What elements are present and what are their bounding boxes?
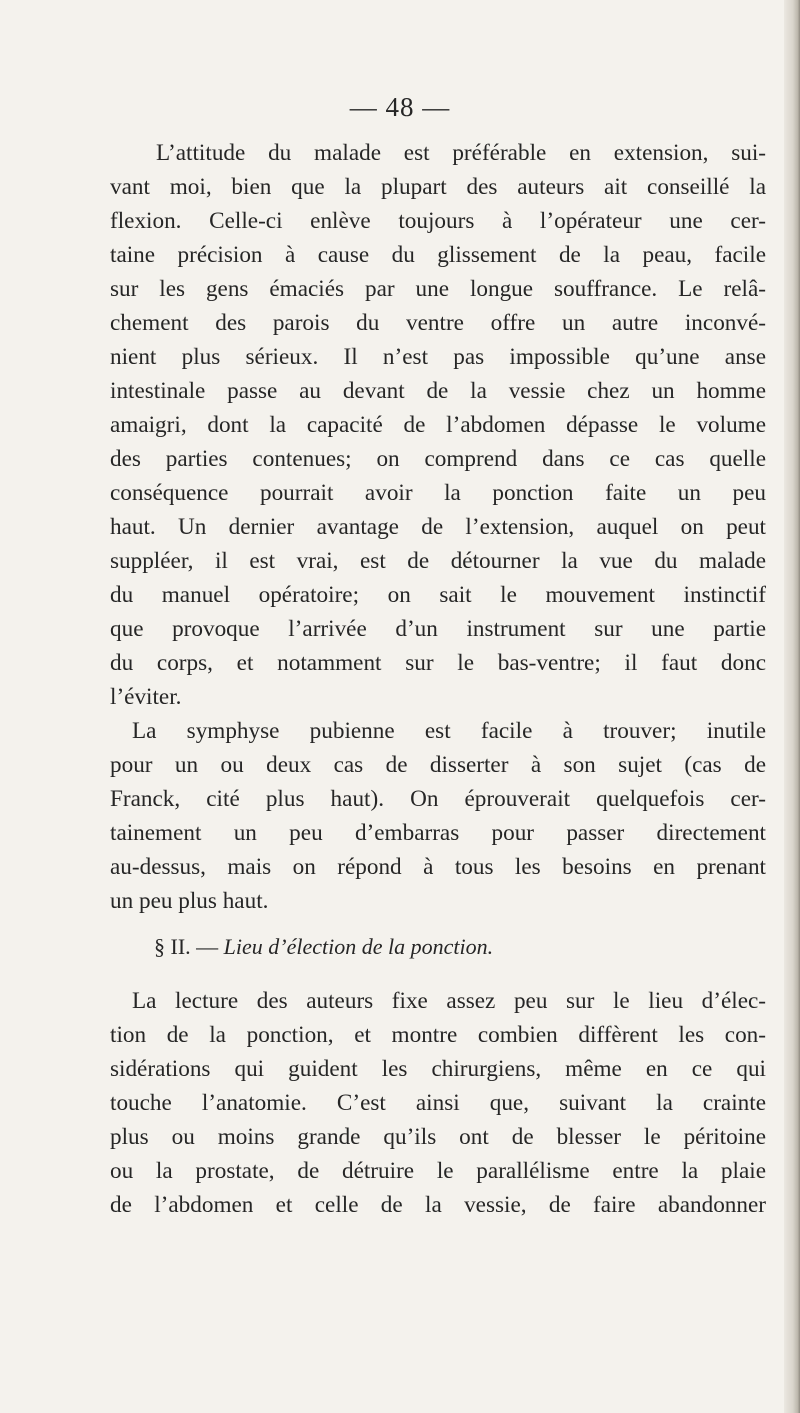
page-edge [784,0,800,1413]
text-line: sidérations qui guident les chirurgiens, même en ce qui [110,1056,766,1082]
text-line: l’éviter. [110,684,182,710]
text-line: du corps, et notamment sur le bas-ventre; il faut donc [110,650,766,676]
text-line: touche l’anatomie. C’est ainsi que, suivant la crainte [110,1090,766,1116]
section-title: Lieu d’élection de la ponction. [223,934,494,959]
text-line: que provoque l’arrivée d’un instrument sur une partie [110,616,766,642]
text-line: plus ou moins grande qu’ils ont de blesser le péritoine [110,1124,766,1150]
text-line: sur les gens émaciés par une longue souffrance. Le relâ- [110,276,766,302]
text-line: La symphyse pubienne est facile à trouver; inutile [132,718,766,744]
text-line: de l’abdomen et celle de la vessie, de faire abandonner [110,1192,766,1218]
page-number: — 48 — [349,92,451,122]
text-line: conséquence pourrait avoir la ponction faite un peu [110,480,766,506]
text-line: haut. Un dernier avantage de l’extension, auquel on peut [110,514,766,540]
text-line: chement des parois du ventre offre un autre inconvé- [110,310,766,336]
text-line: suppléer, il est vrai, est de détourner la vue du malade [110,548,766,574]
text-line: tion de la ponction, et montre combien diffèrent les con- [110,1022,766,1048]
text-line: amaigri, dont la capacité de l’abdomen dépasse le volume [110,412,766,438]
text-line: flexion. Celle-ci enlève toujours à l’opérateur une cer- [110,208,766,234]
text-line: La lecture des auteurs fixe assez peu sur le lieu d’élec- [132,988,766,1014]
section-number: § II. — [154,934,219,959]
text-line: intestinale passe au devant de la vessie chez un homme [110,378,766,404]
text-line: du manuel opératoire; on sait le mouvement instinctif [110,582,766,608]
text-line: ou la prostate, de détruire le parallélisme entre la plaie [110,1158,766,1184]
text-line: Franck, cité plus haut). On éprouverait quelquefois cer- [110,786,766,812]
section-heading [154,930,493,964]
text-line: taine précision à cause du glissement de la peau, facile [110,242,766,268]
text-line: vant moi, bien que la plupart des auteurs ait conseillé la [110,174,766,200]
text-line: pour un ou deux cas de disserter à son sujet (cas de [110,752,766,778]
text-line: au-dessus, mais on répond à tous les besoins en prenant [110,854,766,880]
text-line: nient plus sérieux. Il n’est pas impossible qu’une anse [110,344,766,370]
text-line: un peu plus haut. [110,888,269,914]
text-line: des parties contenues; on comprend dans ce cas quelle [110,446,766,472]
text-line: tainement un peu d’embarras pour passer directement [110,820,766,846]
text-line: L’attitude du malade est préférable en extension, sui- [156,140,766,166]
